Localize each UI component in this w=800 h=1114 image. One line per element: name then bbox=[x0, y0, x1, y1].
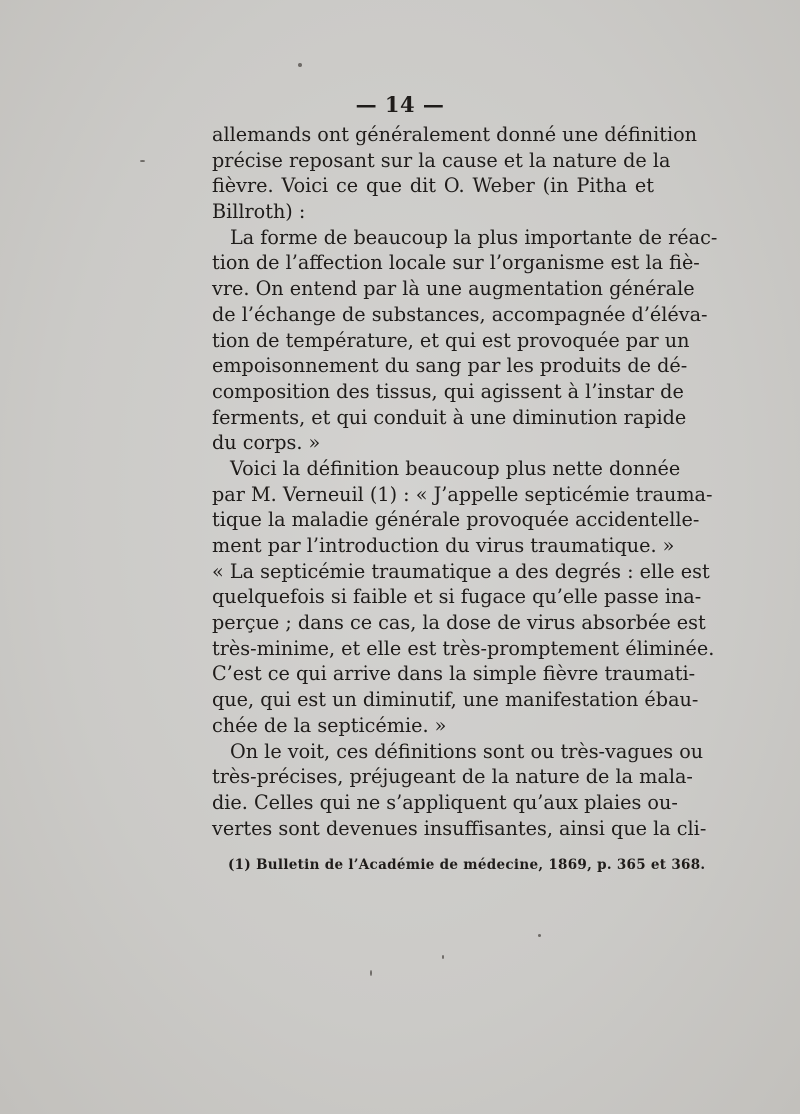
text-line: vre. On entend par là une augmentation générale bbox=[212, 277, 695, 301]
text-line: die. Celles qui ne s’appliquent qu’aux plaies ou- bbox=[212, 790, 678, 814]
paper-speck bbox=[298, 63, 302, 67]
paper-speck bbox=[140, 160, 145, 162]
text-line: très-minime, et elle est très-promptement éliminée. bbox=[212, 636, 715, 660]
paper-speck bbox=[442, 955, 444, 959]
text-line: « La septicémie traumatique a des degrés : elle est bbox=[212, 559, 710, 583]
text-line: C’est ce qui arrive dans la simple fièvre traumati- bbox=[212, 662, 696, 686]
text-line: empoisonnement du sang par les produits de dé- bbox=[212, 354, 688, 378]
text-line: précise reposant sur la cause et la nature de la bbox=[212, 148, 671, 172]
text-line: quelquefois si faible et si fugace qu’elle passe ina- bbox=[212, 585, 702, 609]
text-line: Voici la définition beaucoup plus nette donnée bbox=[230, 456, 681, 480]
text-line: tion de l’affection locale sur l’organisme est la fiè- bbox=[212, 251, 700, 275]
paper-speck bbox=[538, 934, 541, 937]
text-line: composition des tissus, qui agissent à l’instar de bbox=[212, 379, 684, 403]
text-line: ferments, et qui conduit à une diminution rapide bbox=[212, 405, 687, 429]
text-line: que, qui est un diminutif, une manifestation ébau- bbox=[212, 688, 699, 712]
body-text bbox=[212, 122, 718, 841]
footnote: (1) Bulletin de l’Académie de médecine, 1869, p. 365 et 368. bbox=[228, 857, 706, 873]
text-line: La forme de beaucoup la plus importante de réac- bbox=[230, 225, 718, 249]
text-line: ment par l’introduction du virus traumatique. » bbox=[212, 534, 675, 557]
text-line: vertes sont devenues insuffisantes, ainsi que la cli- bbox=[212, 816, 707, 840]
text-line: chée de la septicémie. » bbox=[212, 713, 447, 737]
text-line: très-précises, préjugeant de la nature de la mala- bbox=[212, 765, 693, 789]
page-number: — 14 — bbox=[355, 92, 445, 117]
text-line: allemands ont généralement donné une définition bbox=[212, 123, 698, 146]
text-line: Billroth) : bbox=[212, 200, 306, 224]
text-line: perçue ; dans ce cas, la dose de virus absorbée est bbox=[212, 611, 706, 635]
text-line: de l’échange de substances, accompagnée d’éléva- bbox=[212, 302, 708, 326]
text-line: On le voit, ces définitions sont ou très-vagues ou bbox=[230, 739, 704, 763]
paper-speck bbox=[370, 970, 372, 976]
text-line: par M. Verneuil (1) : « J’appelle septicémie trauma- bbox=[212, 482, 713, 506]
text-line: du corps. » bbox=[212, 431, 321, 455]
text-line: tion de température, et qui est provoquée par un bbox=[212, 328, 690, 352]
text-line: tique la maladie générale provoquée accidentelle- bbox=[212, 508, 700, 532]
text-line: fièvre. Voici ce que dit O. Weber (in Pitha et bbox=[212, 174, 654, 198]
